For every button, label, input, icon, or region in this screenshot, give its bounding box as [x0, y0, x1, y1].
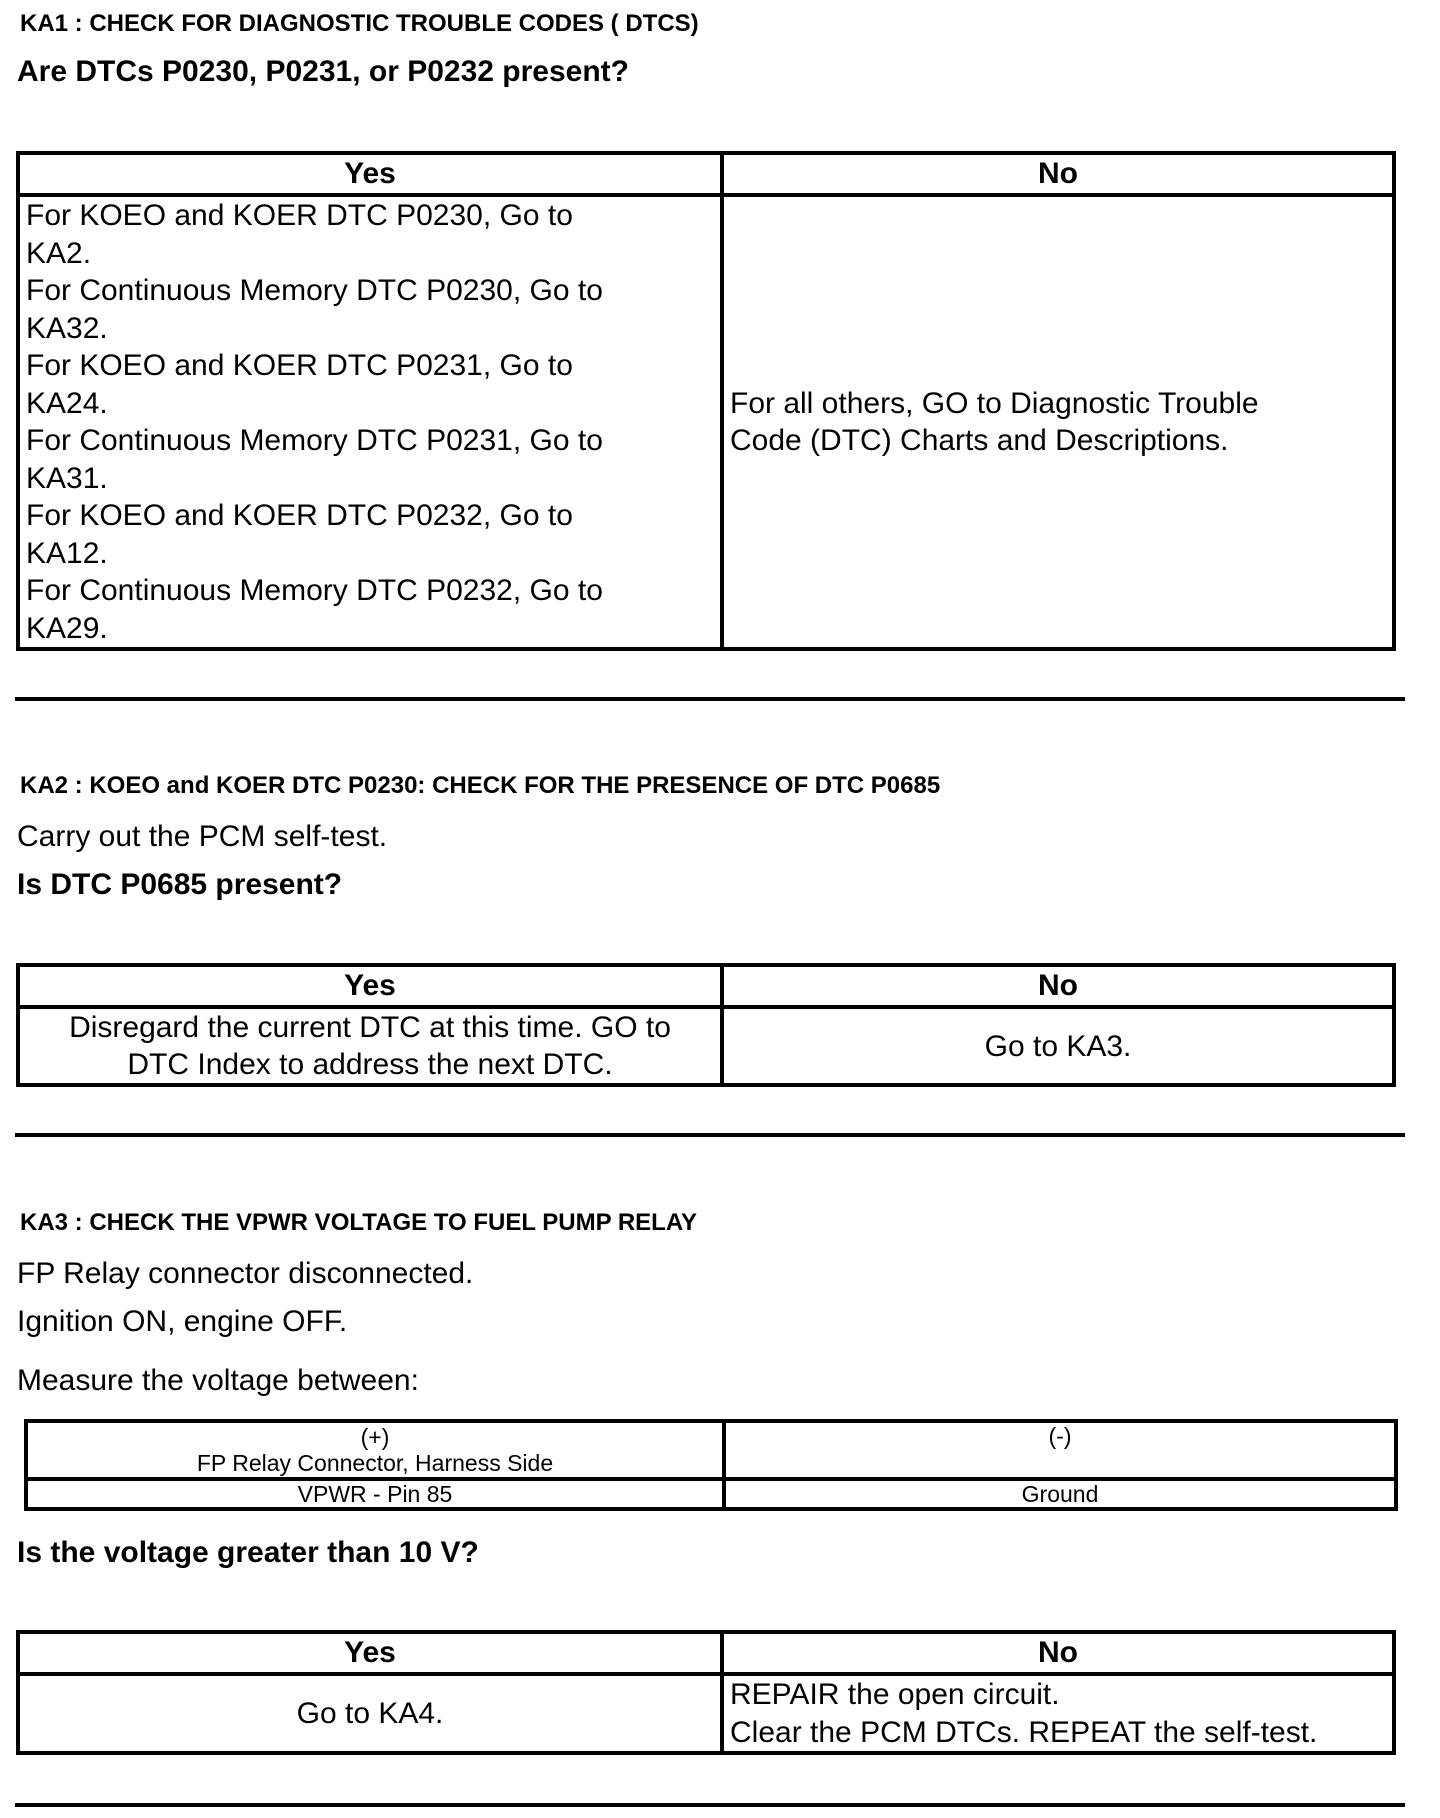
- section-divider: [15, 697, 1405, 701]
- ka1-yes-lines: [26, 197, 714, 647]
- ka2-yes-header: Yes: [18, 965, 722, 1007]
- ka2-instruction: Carry out the PCM self-test.: [17, 820, 388, 853]
- meas-plus-sub: FP Relay Connector, Harness Side: [196, 1450, 554, 1476]
- ka3-no-line: REPAIR the open circuit.: [730, 1678, 1060, 1711]
- ka3-no-cell: [722, 1674, 1394, 1753]
- ka2-title: KA2 : KOEO and KOER DTC P0230: CHECK FOR THE PRESENCE OF DTC P0685: [20, 772, 941, 799]
- ka3-yes-cell: Go to KA4.: [18, 1674, 722, 1753]
- ka1-no-line: For all others, GO to Diagnostic Trouble: [730, 386, 1259, 420]
- ka1-yes-line: KA12.: [26, 536, 108, 570]
- ka1-no-line: Code (DTC) Charts and Descriptions.: [730, 424, 1229, 457]
- ka1-yes-header: Yes: [18, 153, 722, 195]
- ka2-answer-table: [16, 963, 1396, 1087]
- ka1-yes-line: For Continuous Memory DTC P0231, Go to: [26, 424, 603, 457]
- ka3-instruction-2: Ignition ON, engine OFF.: [17, 1305, 348, 1338]
- ka3-measurement-table: [24, 1419, 1398, 1511]
- ka2-yes-line: Disregard the current DTC at this time. GO to: [69, 1011, 671, 1044]
- ka1-question: Are DTCs P0230, P0231, or P0232 present?: [17, 55, 629, 88]
- ka1-yes-line: KA32.: [26, 311, 108, 345]
- ka1-yes-line: For KOEO and KOER DTC P0231, Go to: [26, 349, 573, 382]
- ka3-question: Is the voltage greater than 10 V?: [17, 1536, 479, 1569]
- ka2-yes-cell: [18, 1007, 722, 1085]
- ka1-yes-line: For Continuous Memory DTC P0232, Go to: [26, 574, 603, 607]
- meas-minus-header: (-): [724, 1421, 1396, 1479]
- section-divider: [15, 1133, 1405, 1137]
- ka2-no-header: No: [722, 965, 1394, 1007]
- ka1-answer-table: [16, 151, 1396, 651]
- meas-minus-value: Ground: [724, 1479, 1396, 1509]
- ka1-no-header: No: [722, 153, 1394, 195]
- ka1-yes-line: KA29.: [26, 611, 108, 645]
- ka3-yes-header: Yes: [18, 1632, 722, 1674]
- ka1-yes-line: For KOEO and KOER DTC P0232, Go to: [26, 499, 573, 532]
- ka2-yes-line: DTC Index to address the next DTC.: [127, 1048, 613, 1081]
- ka1-yes-line: KA2.: [26, 236, 92, 270]
- ka3-no-header: No: [722, 1632, 1394, 1674]
- section-divider: [15, 1803, 1405, 1807]
- ka2-no-cell: Go to KA3.: [722, 1007, 1394, 1085]
- ka1-title: KA1 : CHECK FOR DIAGNOSTIC TROUBLE CODES ( DTCS): [20, 10, 699, 37]
- meas-plus-value: VPWR - Pin 85: [26, 1479, 724, 1509]
- ka2-question: Is DTC P0685 present?: [17, 868, 343, 901]
- meas-plus-header: (+): [360, 1424, 390, 1450]
- ka1-yes-line: For KOEO and KOER DTC P0230, Go to: [26, 199, 573, 232]
- ka1-yes-cell: [18, 195, 722, 649]
- ka3-instruction-1: FP Relay connector disconnected.: [17, 1257, 474, 1290]
- ka3-no-line: Clear the PCM DTCs. REPEAT the self-test.: [730, 1715, 1318, 1749]
- ka3-answer-table: [16, 1630, 1396, 1755]
- meas-plus-header-cell: [26, 1421, 724, 1479]
- ka3-title: KA3 : CHECK THE VPWR VOLTAGE TO FUEL PUMP RELAY: [20, 1209, 697, 1236]
- ka1-yes-line: KA24.: [26, 386, 108, 420]
- ka1-yes-line: For Continuous Memory DTC P0230, Go to: [26, 274, 603, 307]
- ka1-yes-line: KA31.: [26, 461, 108, 495]
- ka1-no-cell: [722, 195, 1394, 649]
- ka3-measure-label: Measure the voltage between:: [17, 1364, 419, 1397]
